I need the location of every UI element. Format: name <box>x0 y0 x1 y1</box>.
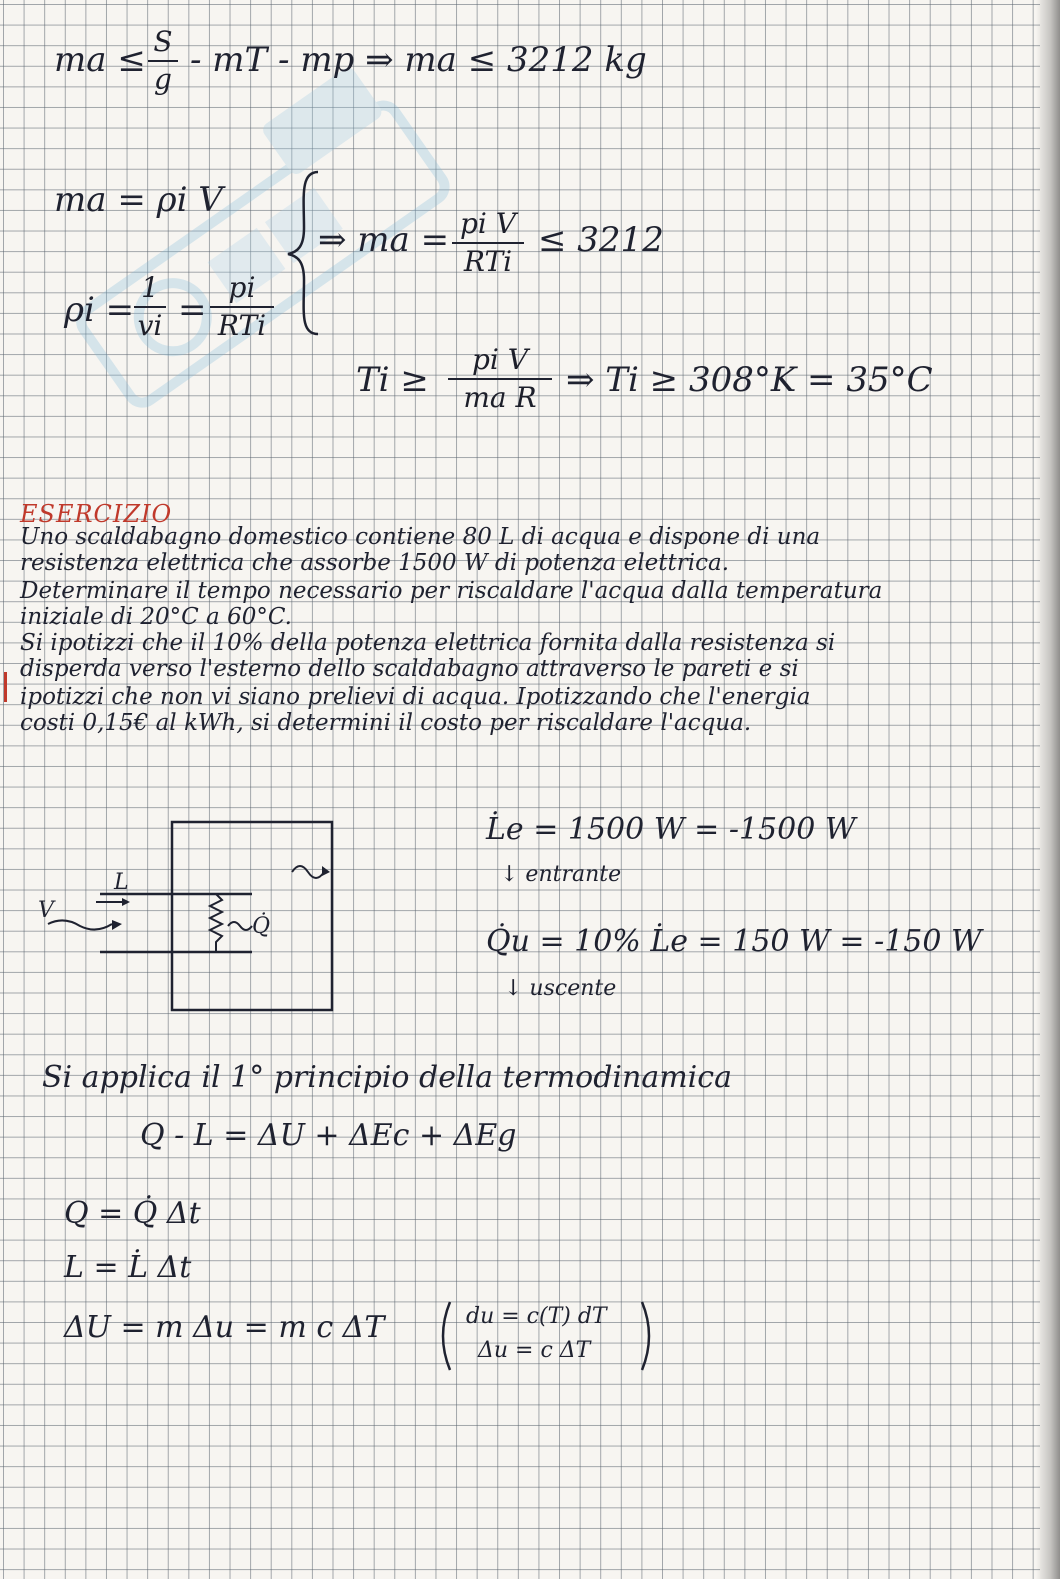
note-uscente: ↓ uscente <box>504 976 617 1001</box>
diagram-label-l: L <box>114 870 129 895</box>
page-edge-shadow <box>1036 0 1060 1579</box>
exercise-line-6: disperda verso l'esterno dello scaldabagno attraverso le pareti e si <box>20 656 799 682</box>
eq-ti-left: Ti ≥ <box>356 360 429 400</box>
fraction-numerator: S <box>153 25 173 58</box>
fraction-bar <box>210 306 274 308</box>
fraction-bar <box>448 378 552 380</box>
eq-l: L = L̇ Δt <box>64 1250 192 1285</box>
fraction-piv-over-mar <box>448 344 552 414</box>
diagram-label-q: Q̇ <box>252 914 271 939</box>
fraction-pi-over-rti <box>210 272 274 342</box>
fraction-denominator: RTi <box>217 309 267 343</box>
note-entrante: ↓ entrante <box>500 862 622 887</box>
fraction-piv-over-rti <box>452 208 524 278</box>
exercise-title: ESERCIZIO <box>20 500 173 528</box>
fraction-bar <box>452 242 524 244</box>
eq-ma-limit-right: - mT - mp ⇒ ma ≤ 3212 kg <box>190 40 647 80</box>
fraction-denominator: vi <box>137 309 163 343</box>
note-du-ct: du = c(T) dT <box>466 1304 607 1329</box>
margin-red-mark <box>4 672 7 702</box>
fraction-denominator: g <box>154 63 172 97</box>
fraction-numerator: pi V <box>460 207 516 240</box>
boiler-diagram <box>30 808 380 1018</box>
exercise-line-2: resistenza elettrica che assorbe 1500 W di potenza elettrica. <box>20 550 730 576</box>
fraction-denominator: ma R <box>463 381 537 415</box>
first-law-equation: Q - L = ΔU + ΔEc + ΔEg <box>140 1118 517 1153</box>
eq-system-result-left: ⇒ ma = <box>318 220 450 260</box>
fraction-numerator: 1 <box>141 271 159 304</box>
fraction-numerator: pi <box>228 271 256 304</box>
exercise-line-7: ipotizzi che non vi siano prelievi di acqua. Ipotizzando che l'energia <box>20 684 811 710</box>
eq-ma-limit-left: ma ≤ <box>54 40 146 80</box>
eq-ma-density: ma = ρi V <box>54 180 223 220</box>
fraction-bar <box>148 60 178 62</box>
eq-qu: Q̇u = 10% L̇e = 150 W = -150 W <box>486 924 982 959</box>
fraction-1-over-vi <box>134 272 166 342</box>
eq-le: L̇e = 1500 W = -1500 W <box>486 812 856 847</box>
first-law-intro: Si applica il 1° principio della termodinamica <box>42 1060 732 1095</box>
eq-system-result-right: ≤ 3212 <box>538 220 664 260</box>
eq-rho-equals: = <box>178 290 207 330</box>
exercise-line-5: Si ipotizzi che il 10% della potenza elettrica fornita dalla resistenza si <box>20 630 836 656</box>
eq-rho-left: ρi = <box>64 290 135 330</box>
exercise-line-3: Determinare il tempo necessario per riscaldare l'acqua dalla temperatura <box>20 578 883 604</box>
fraction-s-over-g <box>148 26 178 96</box>
note-delta-u: Δu = c ΔT <box>478 1338 591 1363</box>
fraction-denominator: RTi <box>463 245 513 279</box>
exercise-line-1: Uno scaldabagno domestico contiene 80 L di acqua e dispone di una <box>20 524 821 550</box>
fraction-bar <box>134 306 166 308</box>
exercise-line-4: iniziale di 20°C a 60°C. <box>20 604 292 630</box>
eq-q: Q = Q̇ Δt <box>64 1196 201 1231</box>
diagram-label-v: V <box>38 898 54 923</box>
eq-du: ΔU = m Δu = m c ΔT <box>64 1310 385 1345</box>
exercise-line-8: costi 0,15€ al kWh, si determini il costo per riscaldare l'acqua. <box>20 710 752 736</box>
eq-ti-result: ⇒ Ti ≥ 308°K = 35°C <box>566 360 933 400</box>
fraction-numerator: pi V <box>472 343 528 376</box>
